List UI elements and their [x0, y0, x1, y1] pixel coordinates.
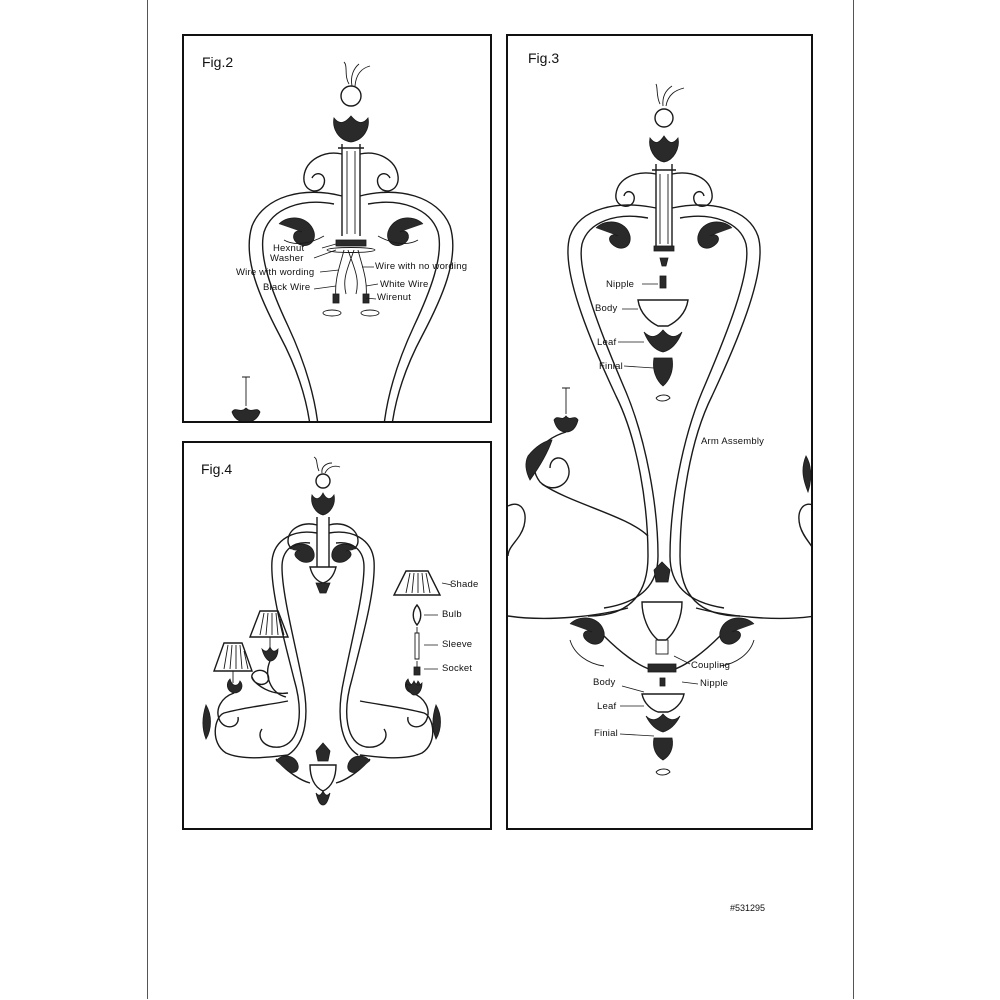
bulb-label: Bulb [442, 609, 462, 620]
figure-3-title: Fig.3 [528, 50, 560, 66]
finial-top-label: Finial [599, 361, 623, 372]
finial-bottom-label: Finial [594, 728, 618, 739]
figure-4-drawing [184, 443, 492, 830]
black-wire-label: Black Wire [263, 282, 311, 293]
figure-3-panel [506, 34, 813, 830]
coupling-label: Coupling [691, 660, 731, 671]
shade-label: Shade [450, 579, 479, 590]
figure-4-title: Fig.4 [201, 461, 233, 477]
sleeve-label: Sleeve [442, 639, 473, 650]
figure-2-title: Fig.2 [202, 54, 234, 70]
document-number: #531295 [730, 903, 766, 913]
figure-3-drawing [508, 36, 813, 830]
figure-2-panel [182, 34, 492, 423]
leaf-bottom-label: Leaf [597, 701, 617, 712]
wire-with-wording-label: Wire with wording [236, 267, 315, 278]
socket-label: Socket [442, 663, 473, 674]
nipple-top-label: Nipple [606, 279, 635, 290]
figure-4-panel [182, 441, 492, 830]
leaf-top-label: Leaf [597, 337, 617, 348]
hexnut-label: Hexnut [273, 243, 305, 254]
washer-label: Washer [270, 253, 304, 264]
white-wire-label: White Wire [380, 279, 429, 290]
arm-assembly-label: Arm Assembly [701, 436, 765, 447]
figure-2-drawing [184, 36, 492, 423]
wirenut-label: Wirenut [377, 292, 412, 303]
body-bottom-label: Body [593, 677, 616, 688]
wire-with-no-wording-label: Wire with no wording [375, 261, 468, 272]
nipple-bottom-label: Nipple [700, 678, 729, 689]
body-top-label: Body [595, 303, 618, 314]
